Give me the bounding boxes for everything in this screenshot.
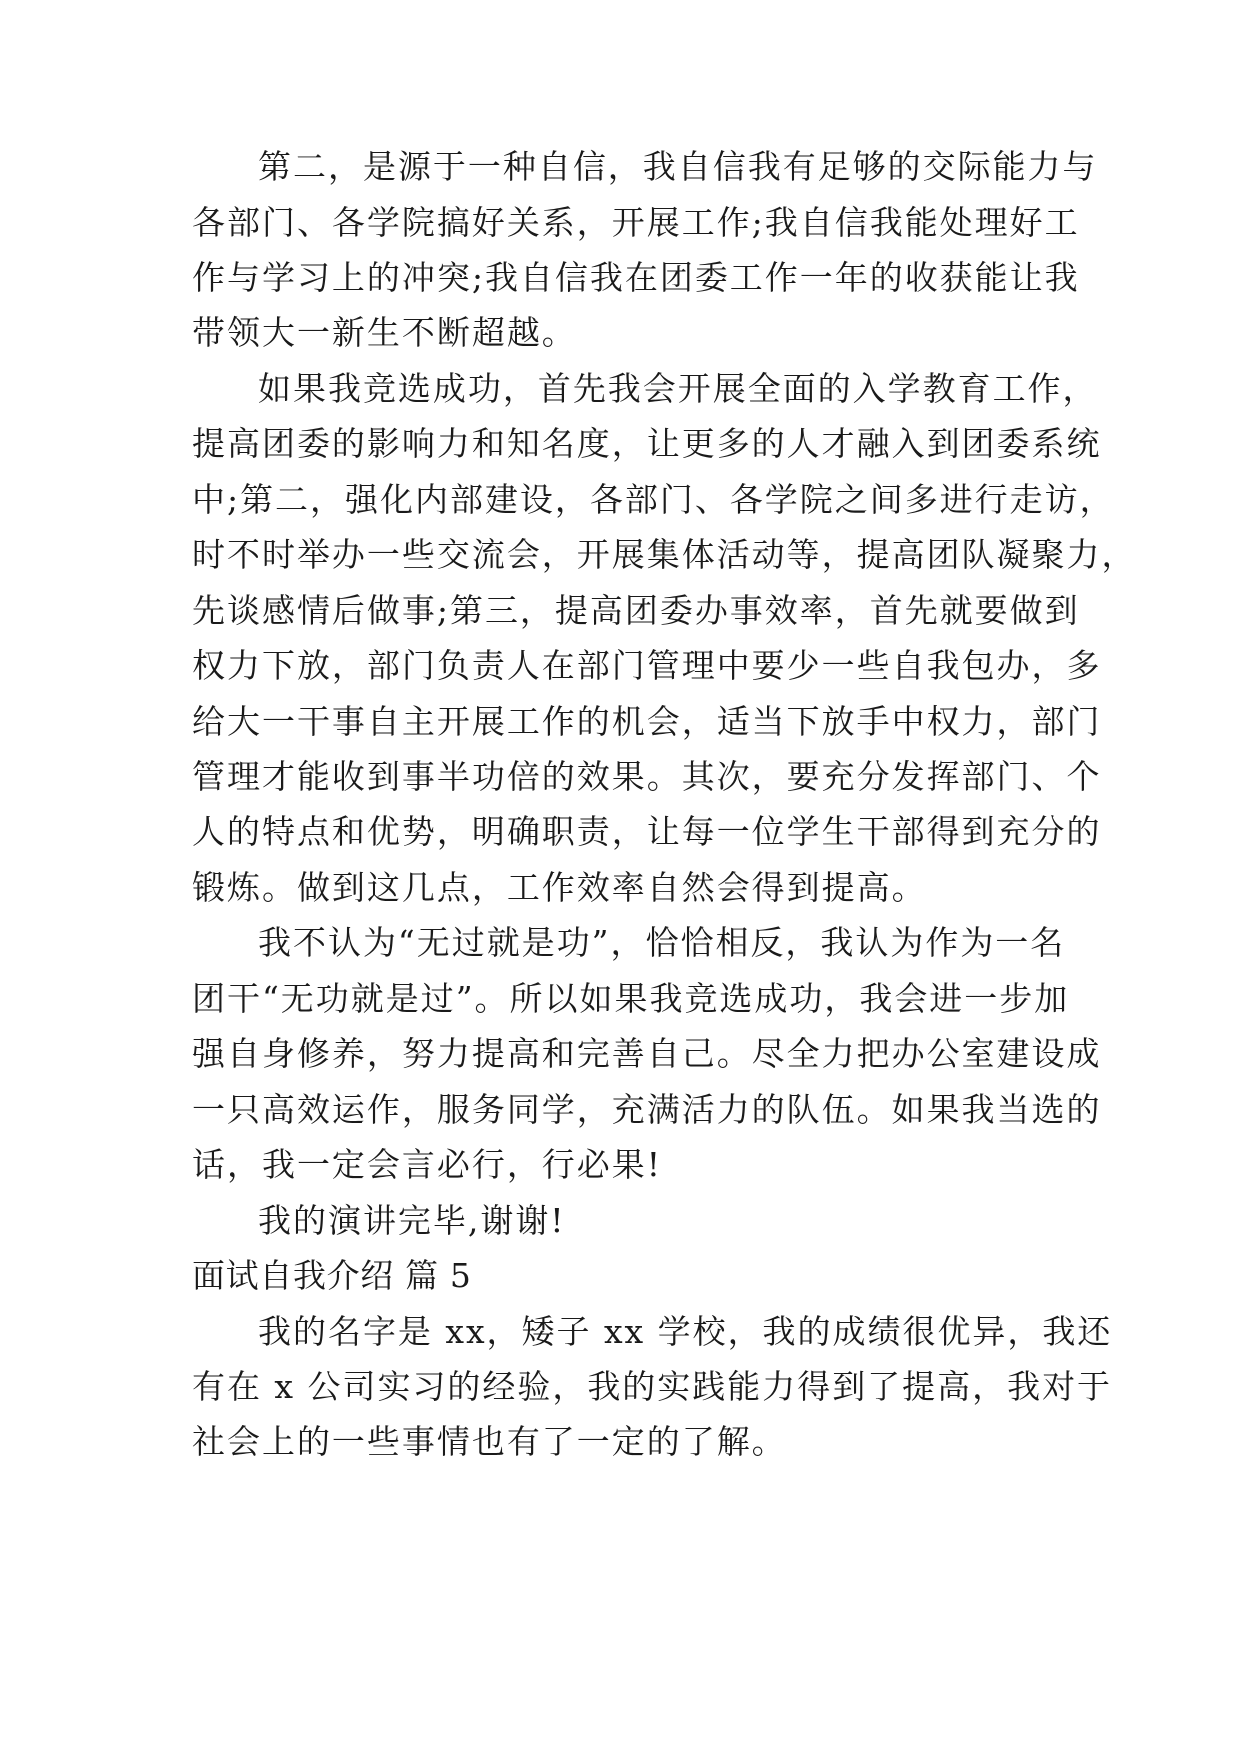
paragraph-3-line-4: 一只高效运作，服务同学，充满活力的队伍。如果我当选的 [192, 1090, 1102, 1129]
paragraph-3-line-3: 强自身修养，努力提高和完善自己。尽全力把办公室建设成 [192, 1034, 1102, 1073]
paragraph-1-line-1: 第二，是源于一种自信，我自信我有足够的交际能力与 [258, 147, 1098, 186]
paragraph-2-line-7: 给大一干事自主开展工作的机会，适当下放手中权力，部门 [192, 702, 1102, 741]
paragraph-2-line-5: 先谈感情后做事;第三，提高团委办事效率，首先就要做到 [192, 591, 1080, 630]
paragraph-2-line-3: 中;第二，强化内部建设，各部门、各学院之间多进行走访， [192, 480, 1115, 519]
paragraph-1-line-4: 带领大一新生不断超越。 [192, 313, 577, 352]
paragraph-2-line-1: 如果我竞选成功，首先我会开展全面的入学教育工作， [258, 369, 1098, 408]
paragraph-2-line-9: 人的特点和优势，明确职责，让每一位学生干部得到充分的 [192, 812, 1102, 851]
paragraph-4-line-1: 我的演讲完毕,谢谢! [258, 1201, 566, 1240]
paragraph-2-line-4: 时不时举办一些交流会，开展集体活动等，提高团队凝聚力， [192, 535, 1137, 574]
paragraph-3-line-5: 话，我一定会言必行，行必果! [192, 1145, 662, 1184]
paragraph-2-line-10: 锻炼。做到这几点，工作效率自然会得到提高。 [192, 868, 927, 907]
paragraph-3-line-2: 团干“无功就是过”。所以如果我竞选成功，我会进一步加 [192, 979, 1070, 1018]
paragraph-5-line-3: 社会上的一些事情也有了一定的了解。 [192, 1422, 787, 1461]
paragraph-1-line-2: 各部门、各学院搞好关系，开展工作;我自信我能处理好工 [192, 203, 1080, 242]
paragraph-5-line-2: 有在 x 公司实习的经验，我的实践能力得到了提高，我对于 [192, 1367, 1113, 1406]
paragraph-3-line-1: 我不认为“无过就是功”，恰恰相反，我认为作为一名 [258, 923, 1066, 962]
paragraph-2-line-8: 管理才能收到事半功倍的效果。其次，要充分发挥部门、个 [192, 757, 1102, 796]
paragraph-1-line-3: 作与学习上的冲突;我自信我在团委工作一年的收获能让我 [192, 258, 1080, 297]
paragraph-5-line-1: 我的名字是 xx，矮子 xx 学校，我的成绩很优异，我还 [258, 1312, 1113, 1351]
paragraph-2-line-6: 权力下放，部门负责人在部门管理中要少一些自我包办，多 [192, 646, 1102, 685]
paragraph-2-line-2: 提高团委的影响力和知名度，让更多的人才融入到团委系统 [192, 424, 1102, 463]
section-heading: 面试自我介绍 篇 5 [192, 1256, 472, 1295]
